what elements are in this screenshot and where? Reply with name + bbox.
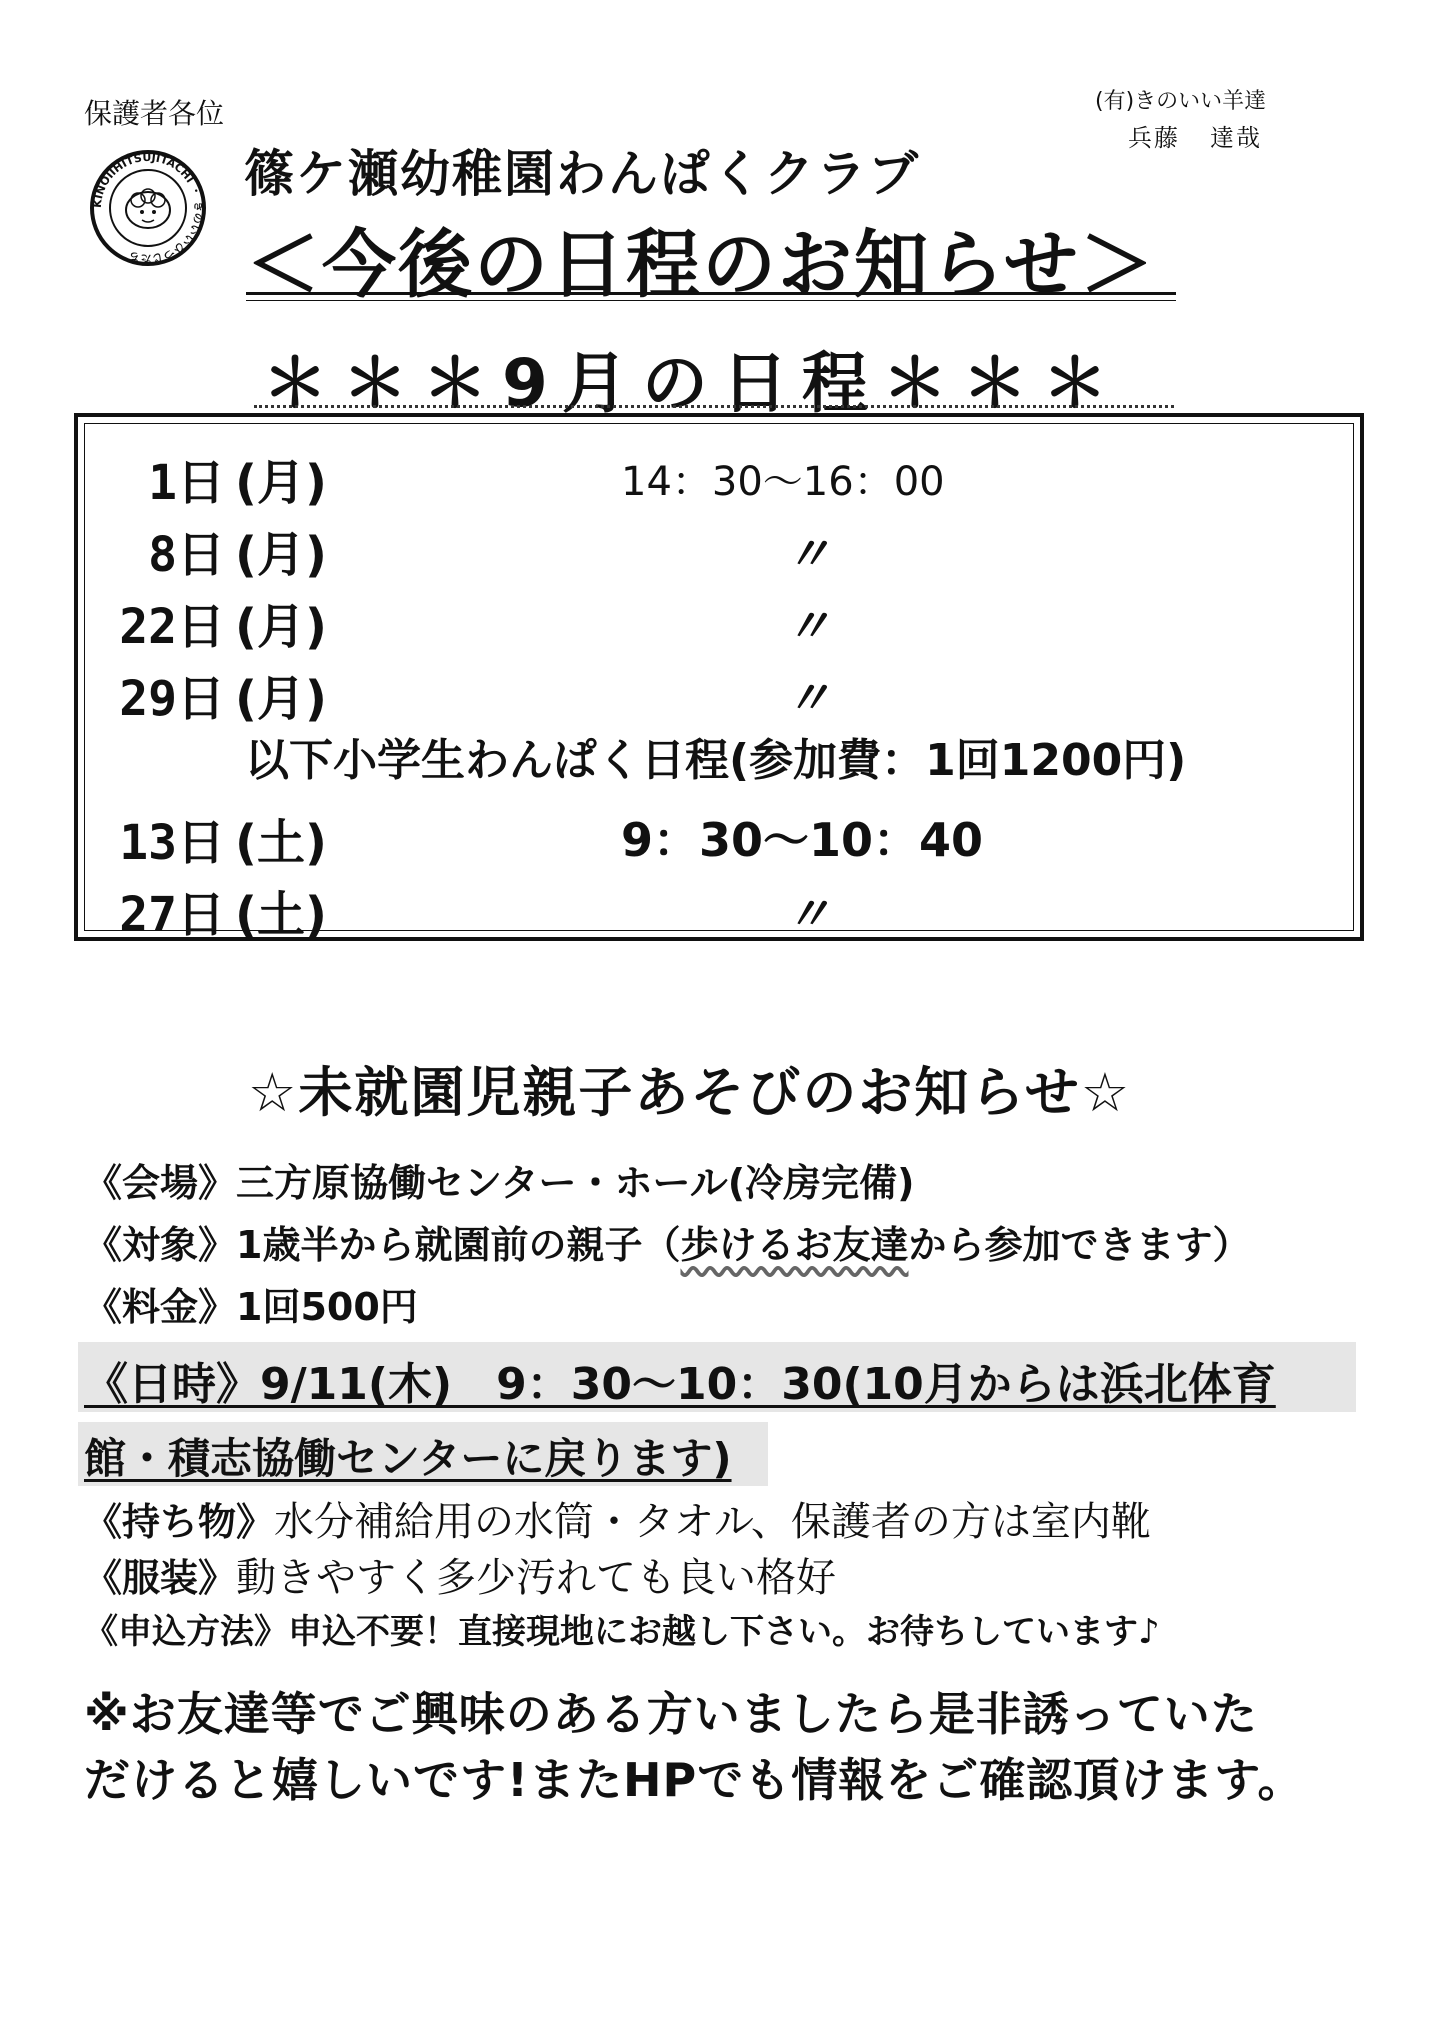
venue-value: 三方原協働センター・ホール(冷房完備) — [236, 1161, 915, 1205]
apply-line — [84, 1604, 1160, 1653]
dotted-divider — [254, 405, 1174, 408]
datetime-label: 《日時》 — [84, 1359, 260, 1410]
schedule-time: 9：30～10：40 — [621, 813, 984, 867]
author-name — [1128, 118, 1262, 153]
elementary-schedule-heading: 以下小学生わんぱく日程(参加費：1回1200円) — [245, 735, 1187, 786]
schedule-time-ditto: 〃 — [785, 671, 831, 725]
schedule-day: 22日 — [119, 599, 225, 655]
items-value: 水分補給用の水筒・タオル、保護者の方は室内靴 — [274, 1499, 1151, 1545]
playgroup-heading: ☆未就園児親子あそびのお知らせ☆ — [248, 1061, 1132, 1124]
items-label: 《持ち物》 — [84, 1500, 275, 1544]
greeting: 保護者各位 — [84, 97, 225, 130]
title-underline — [246, 292, 1176, 295]
schedule-time-ditto: 〃 — [785, 527, 831, 581]
club-name: 篠ケ瀬幼稚園わんぱくクラブ — [244, 145, 920, 203]
note-line-1: ※お友達等でご興味のある方いましたら是非誘っていた — [84, 1687, 1258, 1741]
venue-label: 《会場》 — [84, 1161, 237, 1205]
schedule-time-ditto: 〃 — [785, 599, 831, 653]
schedule-weekday: (土) — [235, 815, 327, 871]
schedule-day: 13日 — [119, 815, 225, 871]
schedule-day: 27日 — [119, 887, 225, 943]
datetime-value: 9/11(木) 9：30～10：30(10月からは浜北体育 — [260, 1359, 1276, 1410]
fee-value: 1回500円 — [236, 1285, 418, 1329]
clothing-label: 《服装》 — [84, 1556, 237, 1600]
schedule-weekday: (土) — [235, 887, 327, 943]
target-line — [84, 1214, 1251, 1269]
note-line-2: だけると嬉しいです!またHPでも情報をご確認頂けます。 — [84, 1753, 1305, 1807]
schedule-weekday: (月) — [235, 455, 327, 511]
schedule-time: 14：30～16：00 — [621, 459, 945, 505]
title-underline-thin — [246, 300, 1176, 301]
schedule-day: 8日 — [148, 527, 225, 583]
items-line — [84, 1490, 1151, 1547]
datetime-line-2: 館・積志協働センターに戻ります) — [84, 1434, 732, 1483]
author-surname: 兵藤 — [1128, 124, 1180, 152]
venue-line — [84, 1152, 914, 1207]
schedule-day: 1日 — [148, 455, 225, 511]
company-name: (有)きのいい羊達 — [1095, 89, 1267, 114]
author-given-name: 達哉 — [1210, 124, 1262, 152]
sheep-logo-icon — [88, 148, 208, 268]
fee-label: 《料金》 — [84, 1285, 237, 1329]
fee-line — [84, 1276, 418, 1331]
schedule-box — [74, 413, 1364, 941]
svg-text:KINOIIHITSUJITACHI ・ きのいいひつじたち: KINOIIHITSUJITACHI ・ きのいいひつじたち — [90, 150, 206, 266]
schedule-weekday: (月) — [235, 671, 327, 727]
apply-value: 申込不要！直接現地にお越し下さい。お待ちしています♪ — [288, 1612, 1160, 1652]
schedule-weekday: (月) — [235, 527, 327, 583]
schedule-weekday: (月) — [235, 599, 327, 655]
schedule-time-ditto: 〃 — [785, 887, 831, 941]
target-suffix: から参加できます） — [908, 1223, 1251, 1267]
month-schedule-heading: ＊＊＊9月の日程＊＊＊ — [262, 345, 1122, 422]
target-label: 《対象》 — [84, 1223, 237, 1267]
schedule-day: 29日 — [119, 671, 225, 727]
clothing-value: 動きやすく多少汚れても良い格好 — [236, 1555, 837, 1601]
target-highlight: 歩けるお友達 — [680, 1223, 909, 1267]
apply-label: 《申込方法》 — [84, 1612, 288, 1652]
page-title: ＜今後の日程のお知らせ＞ — [246, 222, 1156, 308]
clothing-line — [84, 1546, 836, 1603]
datetime-line — [84, 1348, 1276, 1412]
schedule-box-inner — [84, 423, 1354, 943]
target-prefix: 1歳半から就園前の親子（ — [236, 1223, 681, 1267]
